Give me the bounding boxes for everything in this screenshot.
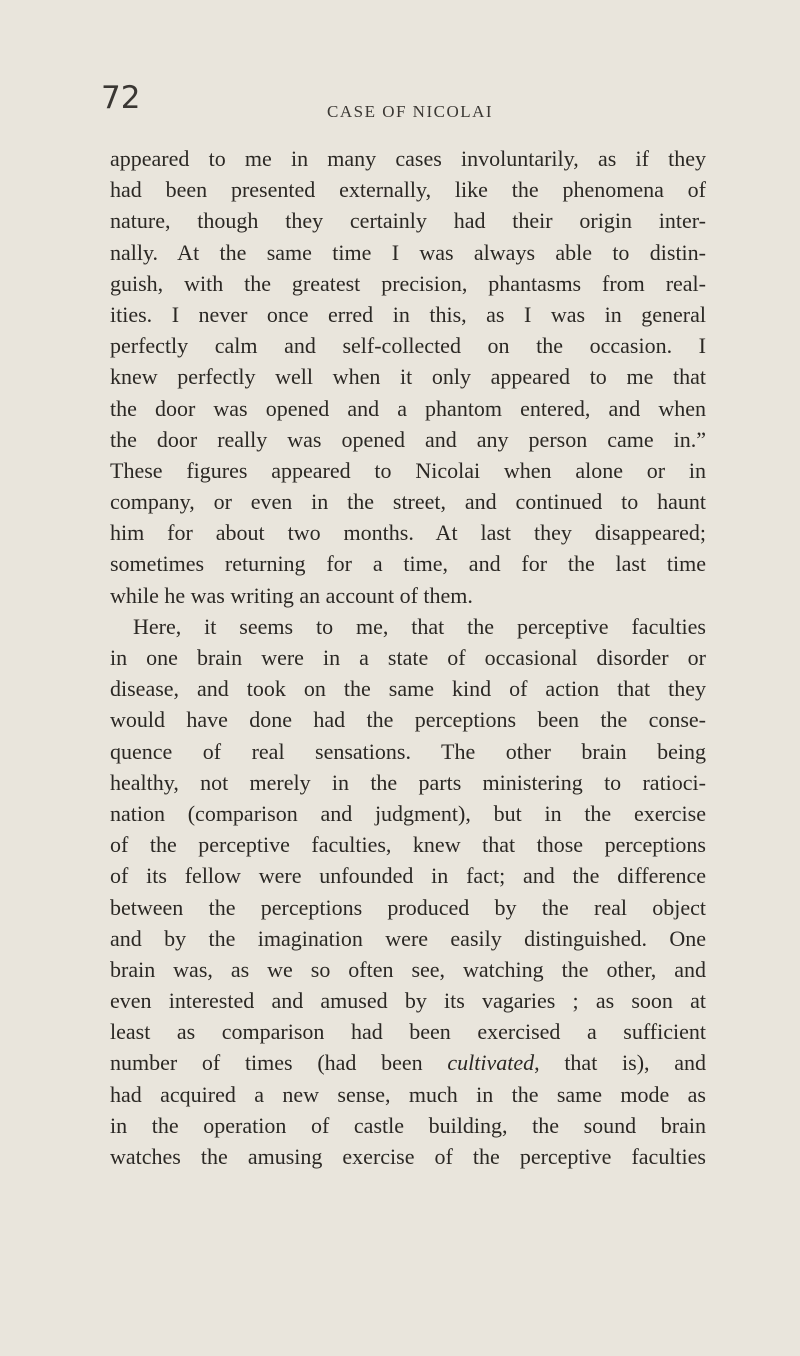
text-line: even interested and amused by its vagaries ; as soon at [110,988,706,1014]
text-line: had been presented externally, like the phenomena of [110,177,706,203]
italic-word: cultivated [447,1050,535,1076]
text-line: in the operation of castle building, the sound brain [110,1112,706,1138]
text-line: watches the amusing exercise of the perceptive faculties [110,1144,706,1169]
text-line: of its fellow were unfounded in fact; and the difference [110,863,706,889]
text-line: Here, it seems to me, that the perceptive faculties [133,613,706,639]
text-segment: , that is), and [534,1050,706,1076]
text-line: the door was opened and a phantom entered, and when [110,395,706,421]
text-line: nature, though they certainly had their origin inter- [110,208,706,234]
text-line: had acquired a new sense, much in the same mode as [110,1081,706,1107]
running-head: CASE OF NICOLAI [327,102,494,121]
text-line: nally. At the same time I was always able to distin- [110,239,706,265]
body-text [110,143,706,1172]
text-line: between the perceptions produced by the real object [110,894,706,920]
text-line: in one brain were in a state of occasional disorder or [110,645,706,670]
text-line: him for about two months. At last they disappeared; [110,520,706,546]
page-header [0,80,800,120]
text-line: least as comparison had been exercised a sufficient [110,1019,706,1045]
text-line: These figures appeared to Nicolai when alone or in [110,457,706,483]
text-line: company, or even in the street, and continued to haunt [110,489,706,515]
text-line: ities. I never once erred in this, as I was in general [110,301,706,327]
text-line: healthy, not merely in the parts ministering to ratioci- [110,769,706,795]
text-line: appeared to me in many cases involuntarily, as if they [110,146,706,171]
text-line-with-italic [110,1047,706,1078]
text-line: and by the imagination were easily distinguished. One [110,925,706,951]
text-line: while he was writing an account of them. [110,582,473,608]
text-line: brain was, as we so often see, watching the other, and [110,956,706,982]
text-line: disease, and took on the same kind of action that they [110,676,706,702]
text-line: of the perceptive faculties, knew that those perceptions [110,832,706,858]
text-line: guish, with the greatest precision, phantasms from real- [110,270,706,296]
text-line: perfectly calm and self-collected on the occasion. I [110,333,706,359]
text-line: quence of real sensations. The other brain being [110,738,706,764]
page-number: 72 [101,80,141,116]
text-line: sometimes returning for a time, and for the last time [110,551,706,577]
text-line: nation (comparison and judgment), but in the exercise [110,800,706,826]
text-line: the door really was opened and any person came in.” [110,426,706,452]
text-line: knew perfectly well when it only appeared to me that [110,364,706,390]
text-line: would have done had the perceptions been the conse- [110,707,706,733]
text-segment: number of times (had been [110,1050,448,1076]
